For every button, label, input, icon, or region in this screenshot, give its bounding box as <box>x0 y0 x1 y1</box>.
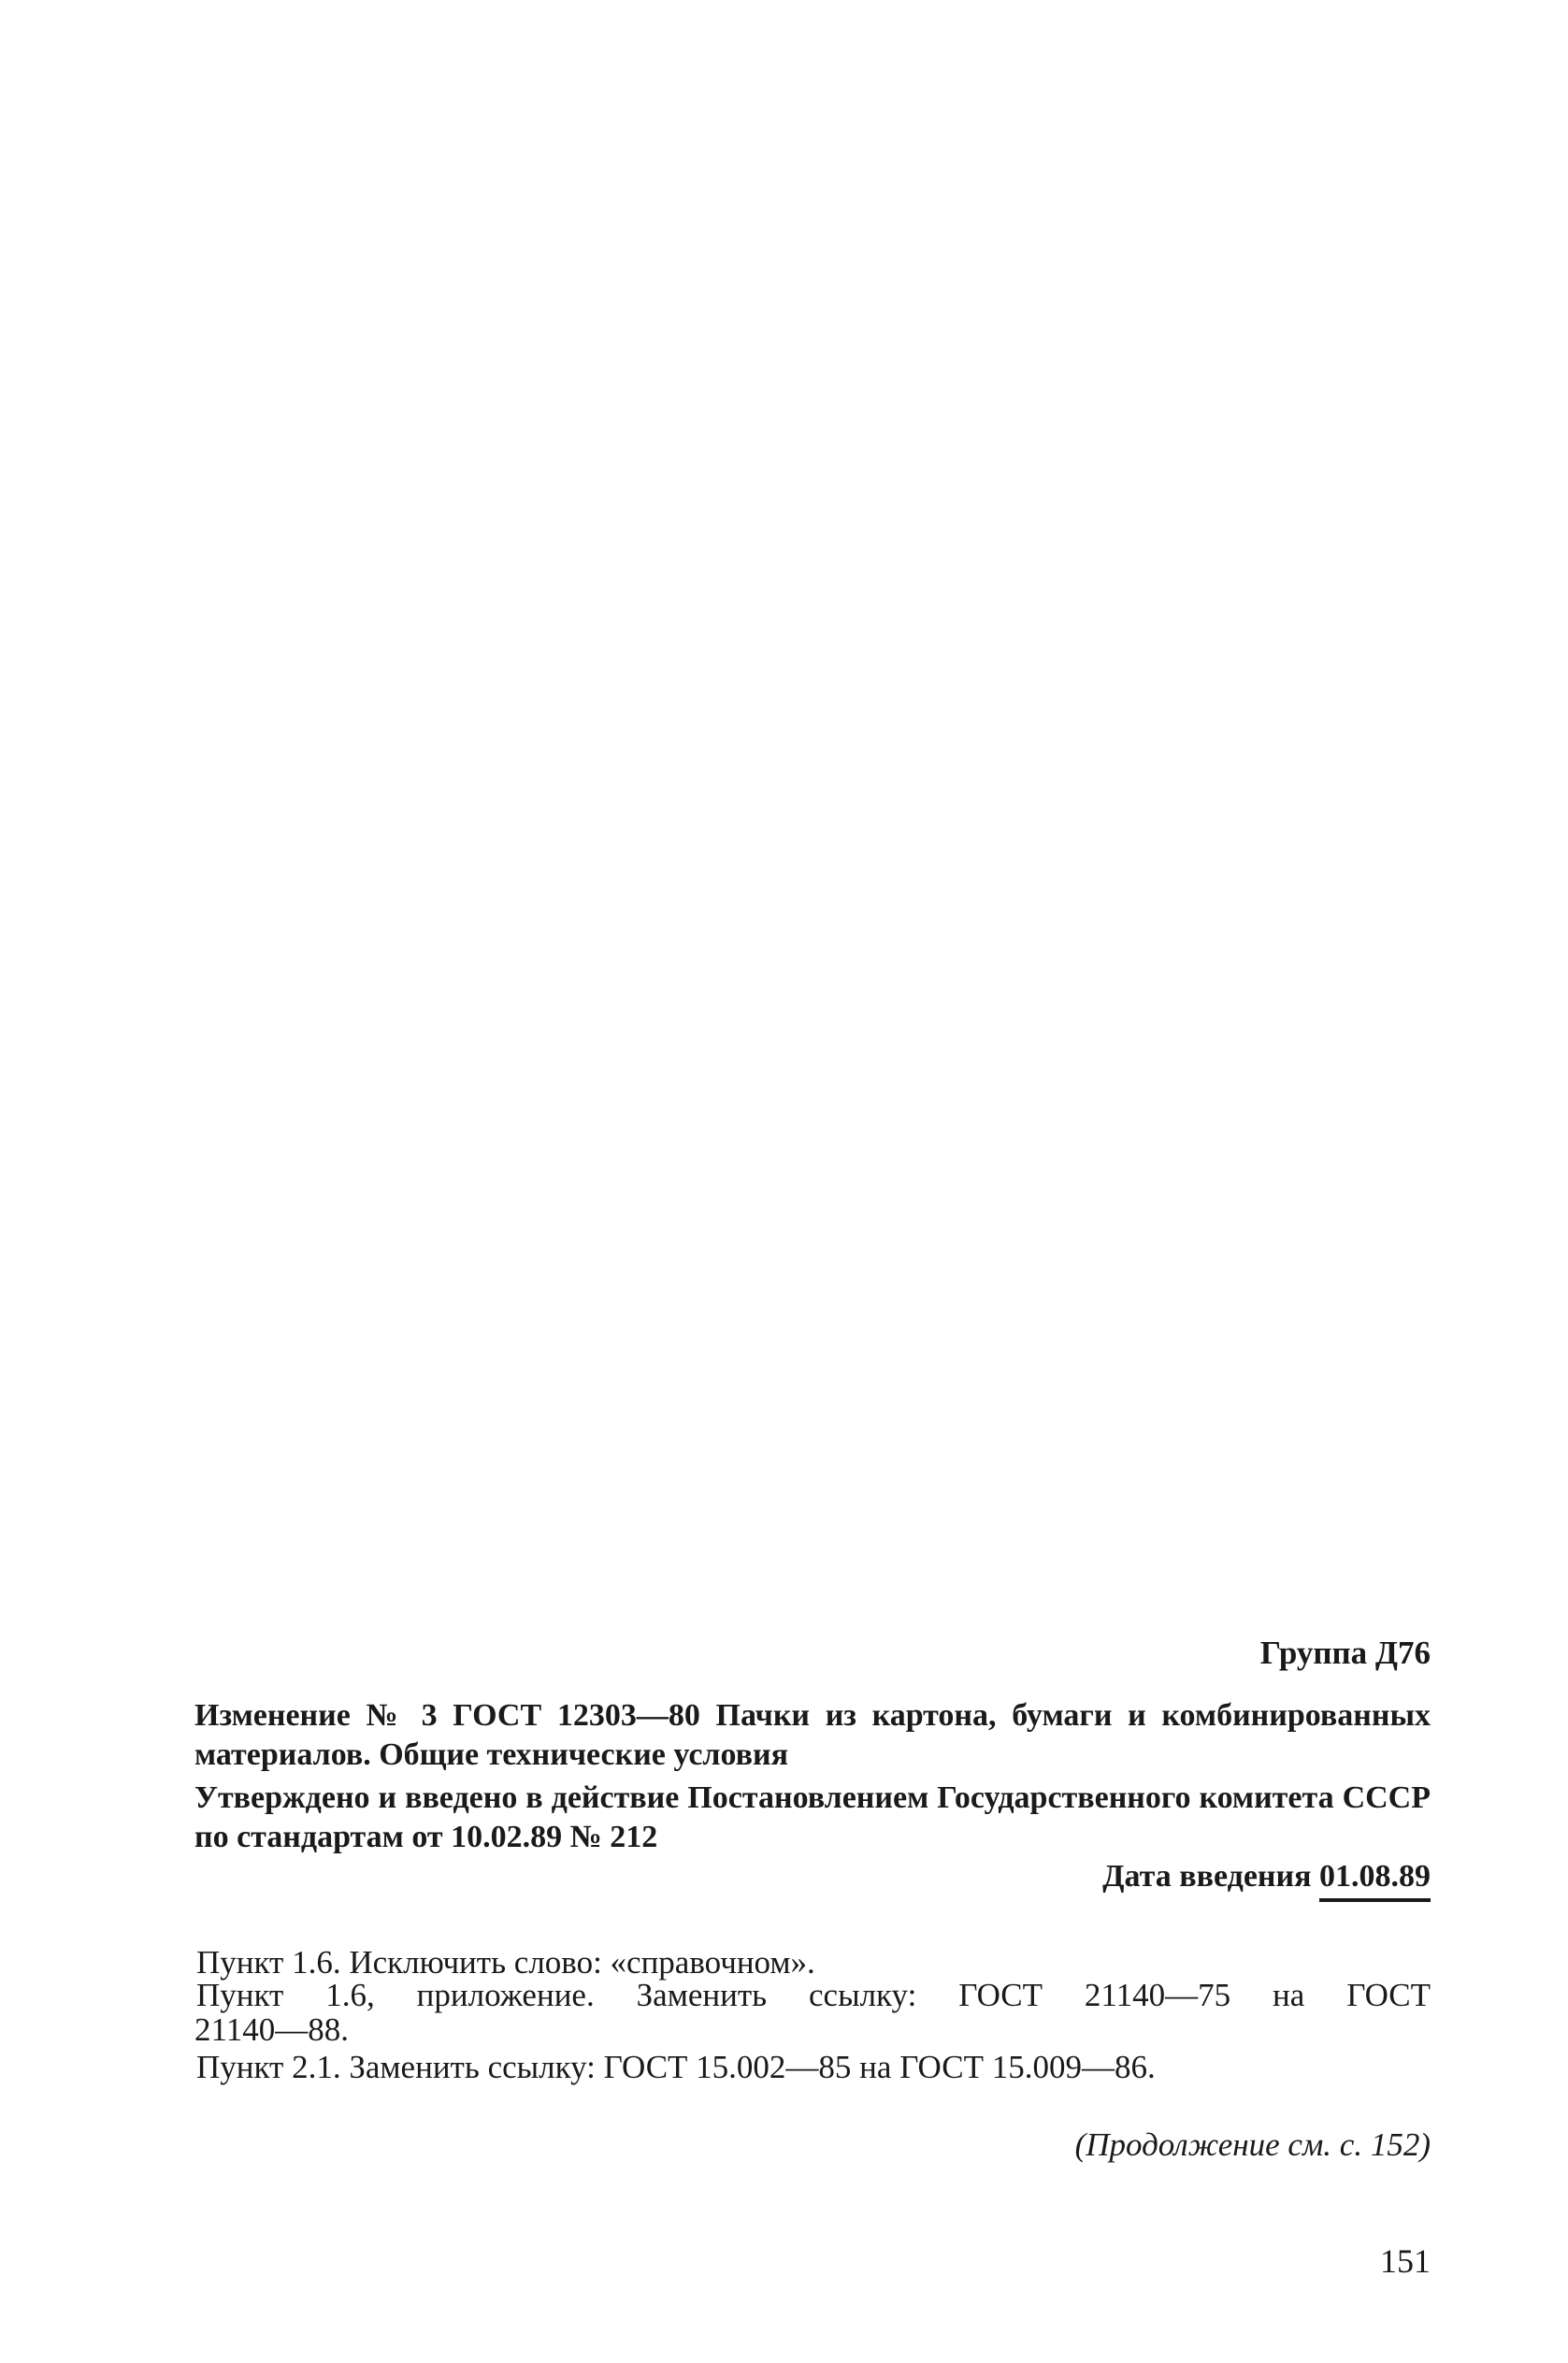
page-number: 151 <box>1380 2242 1431 2280</box>
amendment-item-2: Пункт 1.6, приложение. Заменить ссылку: ГОСТ 21140—75 на ГОСТ <box>196 1977 1431 2013</box>
effective-date-label: Дата введения <box>1102 1859 1312 1894</box>
amendment-item-1: Пункт 1.6. Исключить слово: «справочном». <box>196 1944 815 1981</box>
effective-date <box>1102 1857 1431 1902</box>
amendment-item-2-continuation: 21140—88. <box>194 2011 349 2048</box>
amendment-item-3: Пункт 2.1. Заменить ссылку: ГОСТ 15.002—85 на ГОСТ 15.009—86. <box>196 2049 1156 2085</box>
group-code: Группа Д76 <box>1259 1635 1431 1671</box>
amendment-title: Изменение № 3 ГОСТ 12303—80 Пачки из картона, бумаги и комбинированных материалов. Общие технические условия <box>194 1698 1431 1772</box>
continuation-note: (Продолжение см. с. 152) <box>1074 2126 1431 2163</box>
approval-statement: Утверждено и введено в действие Постановлением Государственного комитета СССР по стандартам от 10.02.89 № 212 <box>194 1780 1431 1854</box>
effective-date-value: 01.08.89 <box>1319 1857 1431 1902</box>
